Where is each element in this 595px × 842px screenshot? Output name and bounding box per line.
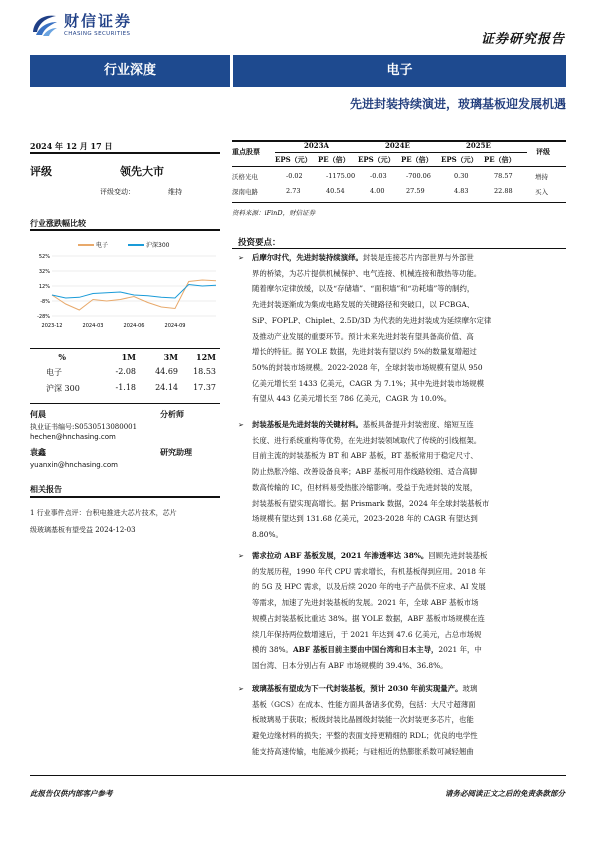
paragraph-line <box>252 595 570 611</box>
table-header-stocks: 重点股票 <box>232 147 260 156</box>
divider <box>30 229 220 231</box>
perf-cell: -1.18 <box>115 383 136 392</box>
x-tick-label: 2024-06 <box>123 323 145 329</box>
paragraph-text: 场规模有望达到 131.68 亿美元，2023-2028 年的 CAGR 有望达到 <box>252 514 478 524</box>
table-header-rating: 评级 <box>536 147 550 156</box>
paragraph-text: 随着摩尔定律放缓，以及“存储墙”、“面积墙”和“功耗墙”等的制约， <box>252 284 475 294</box>
footer-disclaimer-left: 此报告仅供内部客户参考 <box>30 789 113 798</box>
analyst-role-2: 研究助理 <box>160 447 192 457</box>
perf-cell: 沪深 300 <box>46 384 80 393</box>
footer-disclaimer-right: 请务必阅读正文之后的免责条款部分 <box>445 789 565 798</box>
key-point-4 <box>252 681 570 760</box>
table-row <box>30 367 220 379</box>
paragraph-text: 国台湾、日本分别占有 ABF 市场规模的 39.4%、36.8%。 <box>252 660 448 670</box>
table-cell: 22.88 <box>494 187 513 195</box>
table-eps-label: EPS（元） <box>358 155 395 164</box>
table-cell: -0.03 <box>370 172 387 180</box>
table-pe-label: PE（倍） <box>484 155 516 164</box>
paragraph-text: 2021 年，中 <box>438 645 482 655</box>
paragraph-text: 基板具备提升封装密度、缩短互连 <box>362 420 474 429</box>
key-point-1 <box>252 250 570 407</box>
perf-cell: 24.14 <box>155 383 178 392</box>
stock-name: 深南电路 <box>232 188 258 196</box>
table-cell: 40.54 <box>326 187 345 195</box>
paragraph-line <box>252 250 570 266</box>
table-row <box>30 383 220 395</box>
paragraph-text: 的发展历程，1990 年代 CPU 需求增长，有机基板得到应用。2018 年 <box>252 566 486 576</box>
paragraph-line <box>252 728 570 744</box>
paragraph-line <box>252 480 570 496</box>
paragraph-line <box>252 564 570 580</box>
paragraph-line <box>252 627 570 643</box>
y-tick-label: 32% <box>38 269 50 275</box>
table-cell: 2.73 <box>286 187 301 195</box>
paragraph-text: 能支持高速传输，电能减少损耗；与硅相近的热膨胀系数可减轻翘曲 <box>252 746 474 756</box>
divider <box>232 202 566 203</box>
rating-change-label: 评级变动： <box>100 188 135 196</box>
trend-heading: 行业涨跌幅比较 <box>30 218 86 228</box>
divider <box>30 348 220 349</box>
table-cell: -1175.00 <box>326 172 356 180</box>
bullet-arrow-icon: ➢ <box>238 421 244 429</box>
paragraph-text: 亿美元增长至 1433 亿美元，CAGR 为 7.1%；其中先进封装市场规模 <box>252 378 485 388</box>
paragraph-line <box>252 433 570 449</box>
perf-cell: 17.37 <box>193 383 216 392</box>
rating-label: 评级 <box>30 165 52 178</box>
perf-header-3m: 3M <box>163 352 178 362</box>
paragraph-highlight: 玻璃基板有望成为下一代封装基板，预计 2030 年前实现量产。 <box>252 684 463 693</box>
rating-value: 领先大市 <box>120 165 164 178</box>
paragraph-highlight: 封装基板是先进封装的关键材料。 <box>252 420 363 429</box>
table-cell: 27.59 <box>406 187 425 195</box>
paragraph-line <box>252 360 570 376</box>
paragraph-text: 板玻璃易于获取；板级封装比晶圆级封装能一次封装更多芯片，也能 <box>252 715 474 725</box>
paragraph-line <box>252 642 570 658</box>
paragraph-line <box>252 448 570 464</box>
paragraph-line <box>252 496 570 512</box>
table-cell: 增持 <box>535 173 548 181</box>
y-tick-label: -28% <box>37 314 50 320</box>
key-point-2 <box>252 417 570 543</box>
paragraph-text: 50%的封装市场规模。2022-2028 年，全球封装市场规模有望从 950 <box>252 362 483 372</box>
paragraph-line <box>252 266 570 282</box>
divider <box>232 248 566 249</box>
paragraph-text: 等需求，加速了先进封装基板的发展。2021 年，全球 ABF 基板市场 <box>252 598 479 608</box>
perf-cell: 电子 <box>46 368 62 377</box>
paragraph-text: 规模占封装基板比重达 38%。据 YOLE 数据，ABF 基板市场规模在连 <box>252 613 485 623</box>
legend-hs300: 沪深300 <box>146 242 170 249</box>
table-source: 资料来源：iFinD，财信证券 <box>232 209 316 217</box>
paragraph-line <box>252 313 570 329</box>
paragraph-text: 长度、进行系统重构等优势，在先进封装领域取代了传统的引线框架。 <box>252 435 482 445</box>
paragraph-text: 8.80%。 <box>252 529 283 539</box>
table-cell: 买入 <box>535 188 548 196</box>
x-tick-label: 2024-03 <box>82 323 104 329</box>
paragraph-text: 续几年保持两位数增速后，于 2021 年达到 47.6 亿美元，占总市场规 <box>252 629 482 639</box>
paragraph-highlight: 需求拉动 ABF 基板发展，2021 年渗透率达 38%。 <box>252 551 429 560</box>
paragraph-line <box>252 579 570 595</box>
table-year-2024: 2024E <box>385 141 410 150</box>
band-industry-depth: 行业深度 <box>30 55 230 87</box>
divider <box>30 152 220 154</box>
perf-header-pct: % <box>58 352 66 362</box>
key-points-heading: 投资要点： <box>238 238 281 248</box>
table-cell: 4.83 <box>454 187 469 195</box>
analyst-name-1: 何晨 <box>30 409 46 419</box>
table-cell: 78.57 <box>494 172 513 180</box>
paragraph-text: 防止热胀冷缩、改善设备良率；ABF 基板可用作线路较细、适合高脚 <box>252 467 478 477</box>
table-pe-label: PE（倍） <box>401 155 433 164</box>
y-tick-label: -8% <box>40 299 50 305</box>
table-row <box>232 187 566 199</box>
paragraph-line <box>252 376 570 392</box>
paragraph-highlight: ABF 基板目前主要由中国台湾和日本主导， <box>292 645 439 655</box>
paragraph-line <box>252 697 570 713</box>
table-cell: 0.30 <box>454 172 469 180</box>
key-point-3 <box>252 548 570 674</box>
footer-divider <box>30 775 566 776</box>
table-cell: -0.02 <box>286 172 303 180</box>
report-date: 2024 年 12 月 17 日 <box>30 141 113 151</box>
paragraph-text: 封装是连接芯片内部世界与外部世 <box>362 253 474 262</box>
paragraph-text: 增长的特征。据 YOLE 数据，先进封装有望以约 5%的数量复增超过 <box>252 347 477 357</box>
paragraph-text: 及推动产业发展的重要环节。预计未来先进封装有望具备高价值、高 <box>252 331 474 341</box>
rating-change-value: 维持 <box>168 188 182 196</box>
report-type: 证券研究报告 <box>480 32 565 47</box>
y-tick-label: 12% <box>38 284 50 290</box>
perf-cell: 44.69 <box>155 367 178 376</box>
legend-electronics: 电子 <box>96 242 109 249</box>
paragraph-line <box>252 658 570 674</box>
brand-name: 财信证券 <box>64 12 133 30</box>
paragraph-line <box>252 329 570 345</box>
perf-header-1m: 1M <box>121 352 136 362</box>
x-tick-label: 2024-09 <box>164 323 186 329</box>
paragraph-text: 封装基板有望实现高增长。据 Prismark 数据，2024 年全球封装基板市 <box>252 498 490 508</box>
analyst-role-1: 分析师 <box>160 409 184 419</box>
paragraph-text: 先进封装逐渐成为集成电路发展的关键路径和突破口，以 FCBGA、 <box>252 300 475 310</box>
bullet-arrow-icon: ➢ <box>238 685 244 693</box>
perf-header-12m: 12M <box>196 352 216 362</box>
table-eps-label: EPS（元） <box>441 155 478 164</box>
table-eps-label: EPS（元） <box>275 155 312 164</box>
paragraph-line <box>252 744 570 760</box>
analyst-email-1[interactable]: hechen@hnchasing.com <box>30 433 116 441</box>
paragraph-line <box>252 527 570 543</box>
table-row <box>232 172 566 184</box>
related-heading: 相关报告 <box>30 484 62 494</box>
paragraph-line <box>252 511 570 527</box>
stock-name: 沃格光电 <box>232 173 258 181</box>
brand-name-en: CHASING SECURITIES <box>64 31 131 37</box>
paragraph-line <box>252 391 570 407</box>
perf-cell: -2.08 <box>115 367 136 376</box>
paragraph-line <box>252 681 570 697</box>
related-item-line-1[interactable]: 1 行业事件点评：台积电推进大芯片技术，芯片 <box>30 509 177 517</box>
paragraph-line <box>252 417 570 433</box>
analyst-name-2: 袁鑫 <box>30 447 46 457</box>
paragraph-line <box>252 464 570 480</box>
divider <box>30 496 220 498</box>
trend-chart <box>30 250 220 330</box>
paragraph-text: 目前主流的封装基板为 BT 和 ABF 基板，BT 基板常用于稳定尺寸、 <box>252 451 478 461</box>
paragraph-text: 界的桥梁，为芯片提供机械保护、电气连接、机械连接和散热等功能。 <box>252 268 482 278</box>
paragraph-text: 回顾先进封装基板 <box>428 551 488 560</box>
y-tick-label: 52% <box>38 254 50 260</box>
divider <box>30 403 220 404</box>
report-title: 先进封装持续演进，玻璃基板迎发展机遇 <box>349 97 566 111</box>
paragraph-text: 模的 38%。 <box>252 645 293 655</box>
perf-header-row <box>30 352 220 364</box>
paragraph-text: 数高传输的 IC，但材料易受热胀冷缩影响。受益于先进封装的发展， <box>252 482 478 492</box>
legend-swatch-hs300 <box>128 244 144 246</box>
paragraph-line <box>252 611 570 627</box>
brand-logo-icon <box>30 12 58 38</box>
bullet-arrow-icon: ➢ <box>238 254 244 262</box>
paragraph-line <box>252 281 570 297</box>
analyst-email-2[interactable]: yuanxin@hnchasing.com <box>30 461 118 469</box>
paragraph-line <box>252 344 570 360</box>
table-year-2025: 2025E <box>466 141 491 150</box>
paragraph-line <box>252 712 570 728</box>
legend-swatch-electronics <box>78 244 94 246</box>
paragraph-text: 玻璃 <box>462 684 478 693</box>
paragraph-line <box>252 548 570 564</box>
paragraph-line <box>252 297 570 313</box>
paragraph-highlight: 后摩尔时代，先进封装持续演绎。 <box>252 253 363 262</box>
related-item-line-2[interactable]: 级玻璃基板有望受益 2024-12-03 <box>30 526 136 534</box>
paragraph-text: 有望从 443 亿美元增长至 786 亿美元，CAGR 为 10.0%。 <box>252 394 452 404</box>
paragraph-text: 避免边缘材料的损失；平整的表面支持更精细的 RDL；优良的电学性 <box>252 731 478 741</box>
perf-cell: 18.53 <box>193 367 216 376</box>
paragraph-text: 基板（GCS）在成本、性能方面具备诸多优势，包括：大尺寸超薄面 <box>252 699 476 709</box>
analyst-cert-1: 执业证书编号:S0530513080001 <box>30 423 138 431</box>
table-cell: 4.00 <box>370 187 385 195</box>
table-cell: -700.06 <box>406 172 431 180</box>
table-year-2023: 2023A <box>304 141 329 150</box>
paragraph-text: 的 5G 及 HPC 需求，以及后续 2020 年的电子产品供不应求、AI 发展 <box>252 582 486 592</box>
bullet-arrow-icon: ➢ <box>238 552 244 560</box>
divider <box>232 166 566 167</box>
table-pe-label: PE（倍） <box>318 155 350 164</box>
series-line-1 <box>52 285 216 299</box>
paragraph-text: SiP、FOPLP、Chiplet、2.5D/3D 为代表的先进封装成为延续摩尔定律 <box>252 315 492 325</box>
x-tick-label: 2023-12 <box>41 323 63 329</box>
divider <box>275 152 527 153</box>
band-sector: 电子 <box>233 55 566 87</box>
